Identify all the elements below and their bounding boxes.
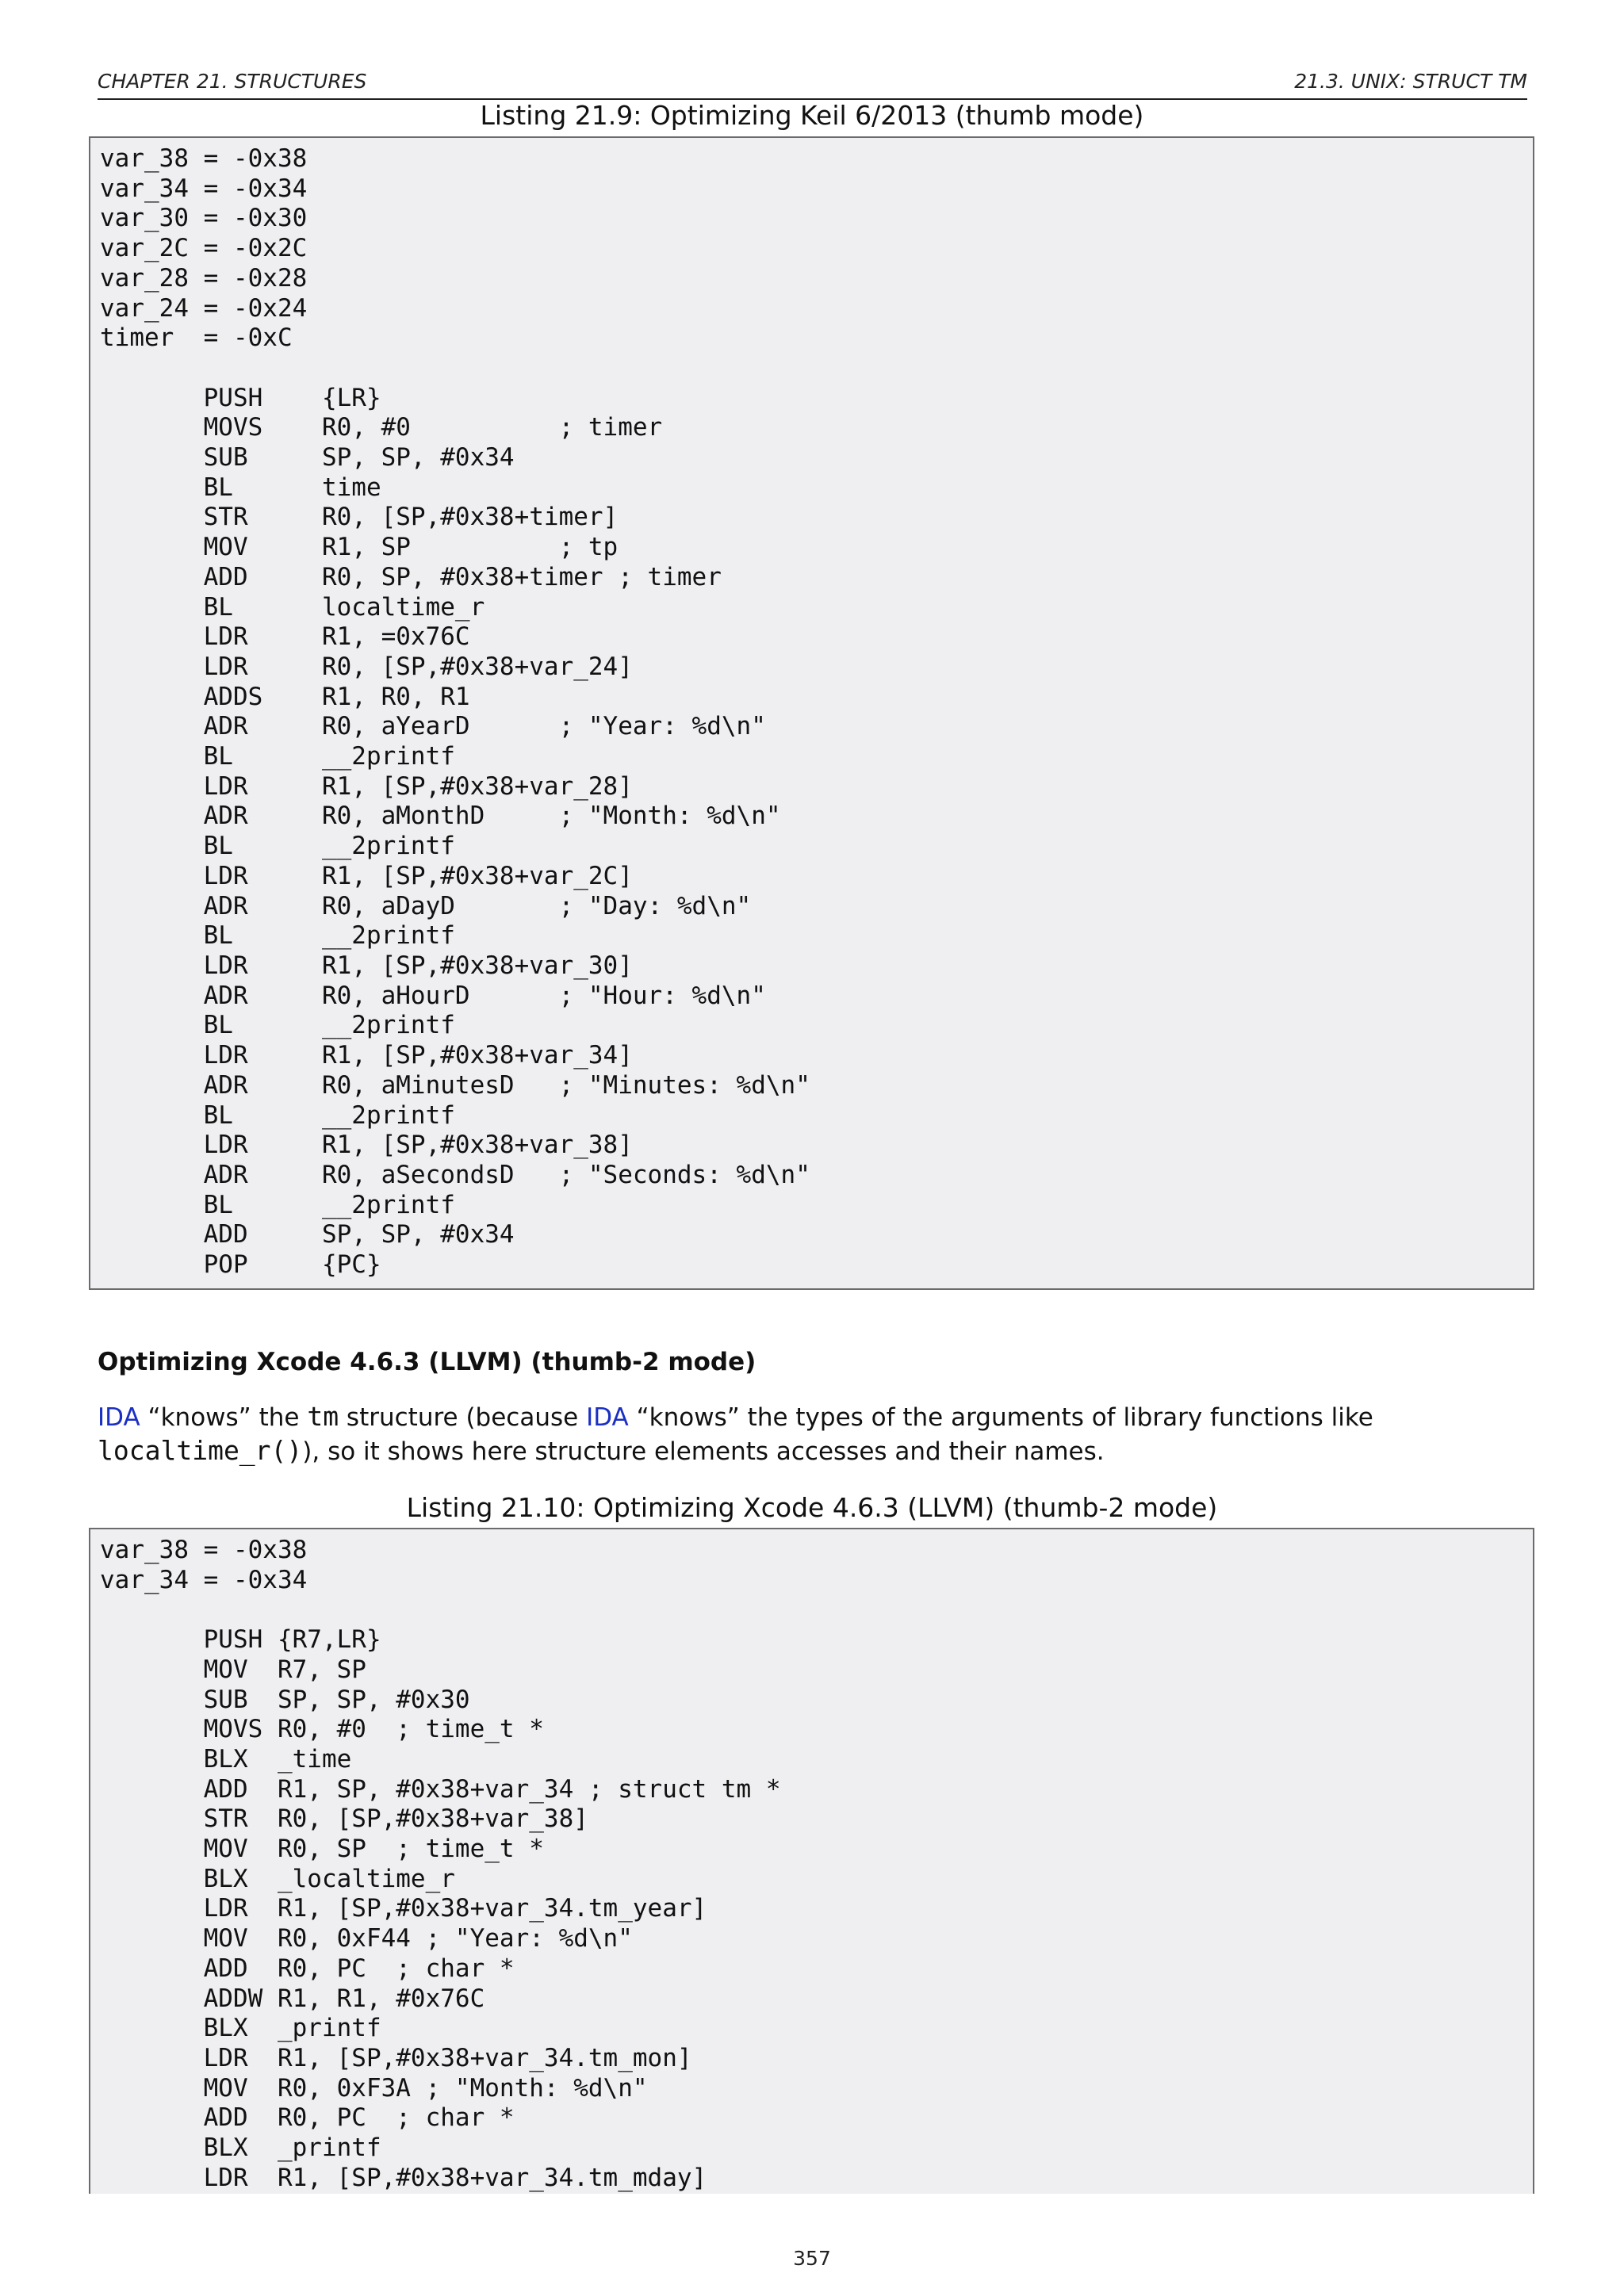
code-listing-xcode [89, 1528, 1534, 2194]
paragraph-text: “knows” the types of the arguments of library functions like [628, 1403, 1373, 1432]
ida-link[interactable]: IDA [586, 1403, 629, 1432]
ida-link[interactable]: IDA [98, 1403, 140, 1432]
paragraph-text: “knows” the [140, 1403, 308, 1432]
chapter-title: CHAPTER 21. STRUCTURES [98, 70, 367, 93]
code-listing-xcode-text: var_38 = -0x38 var_34 = -0x34 PUSH {R7,LR} MOV R7, SP SUB SP, SP, #0x30 MOVS R0, #0 ; time_t * BLX _time ADD R1, SP, #0x38+var_34 ; struct tm * STR R0, [SP,#0x38+var_38] MOV R0, SP ; time_t * BLX _localtime_r LDR R1, [SP,#0x38+var_34.tm_year] MOV R0, 0xF44 ; "Year: %d\n" ADD R0, PC ; char * ADDW R1, R1, #0x76C BLX _printf LDR R1, [SP,#0x38+var_34.tm_mon] MOV R0, 0xF3A ; "Month: %d\n" ADD R0, PC ; char * BLX _printf LDR R1, [SP,#0x38+var_34.tm_mday] [100, 1536, 781, 2192]
paragraph-text: ), so it shows here structure elements accesses and their names. [302, 1437, 1105, 1466]
section-heading: Optimizing Xcode 4.6.3 (LLVM) (thumb-2 mode) [98, 1348, 756, 1376]
inline-code-localtime-r: localtime_r() [98, 1435, 303, 1466]
page-number: 357 [793, 2247, 831, 2270]
code-listing-keil-text: var_38 = -0x38 var_34 = -0x34 var_30 = -0x30 var_2C = -0x2C var_28 = -0x28 var_24 = -0x24 timer = -0xC PUSH {LR} MOVS R0, #0 ; timer SUB SP, SP, #0x34 BL time STR R0, [SP,#0x38+timer] MOV R1, SP ; tp ADD R0, SP, #0x38+timer ; timer BL localtime_r LDR R1, =0x76C LDR R0, [SP,#0x38+var_24] ADDS R1, R0, R1 ADR R0, aYearD ; "Year: %d\n" BL __2printf LDR R1, [SP,#0x38+var_28] ADR R0, aMonthD ; "Month: %d\n" BL __2printf LDR R1, [SP,#0x38+var_2C] ADR R0, aDayD ; "Day: %d\n" BL __2printf LDR R1, [SP,#0x38+var_30] ADR R0, aHourD ; "Hour: %d\n" BL __2printf LDR R1, [SP,#0x38+var_34] ADR R0, aMinutesD ; "Minutes: %d\n" BL __2printf LDR R1, [SP,#0x38+var_38] ADR R0, aSecondsD ; "Seconds: %d\n" BL __2printf ADD SP, SP, #0x34 POP {PC} [100, 144, 810, 1280]
listing-caption-keil: Listing 21.9: Optimizing Keil 6/2013 (thumb mode) [480, 100, 1144, 131]
running-header [98, 67, 1527, 100]
code-listing-keil [89, 136, 1534, 1290]
inline-code-tm: tm [307, 1401, 339, 1432]
listing-caption-xcode: Listing 21.10: Optimizing Xcode 4.6.3 (LLVM) (thumb-2 mode) [406, 1492, 1218, 1523]
paragraph-text: structure (because [339, 1403, 587, 1432]
section-title: 21.3. UNIX: STRUCT TM [1294, 70, 1527, 93]
body-paragraph [98, 1400, 1533, 1468]
